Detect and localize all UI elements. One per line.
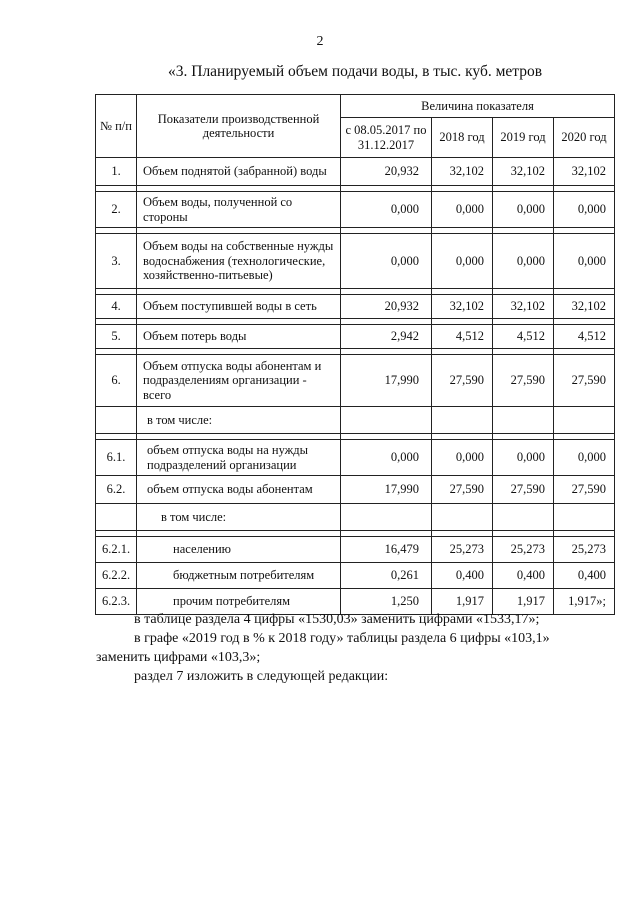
row-label: объем отпуска воды абонентам — [137, 476, 341, 504]
page-number: 2 — [316, 34, 324, 49]
table-row — [96, 192, 615, 228]
row-value: 0,000 — [341, 440, 432, 476]
row-value — [493, 407, 554, 434]
table-row — [96, 476, 615, 504]
row-value — [554, 504, 615, 531]
row-value: 27,590 — [554, 476, 615, 504]
header-num: № п/п — [96, 95, 137, 158]
row-value: 4,512 — [554, 325, 615, 349]
row-num — [96, 407, 137, 434]
row-num: 6.2.3. — [96, 589, 137, 615]
row-value: 0,000 — [554, 192, 615, 228]
paragraph: заменить цифрами «103,3»; — [96, 650, 261, 665]
row-num: 6.2. — [96, 476, 137, 504]
row-value: 32,102 — [432, 295, 493, 319]
row-value: 0,000 — [493, 440, 554, 476]
row-label: в том числе: — [137, 504, 341, 531]
row-value: 4,512 — [493, 325, 554, 349]
paragraph: раздел 7 изложить в следующей редакции: — [134, 669, 389, 684]
header-group: Величина показателя — [341, 95, 615, 118]
row-value: 27,590 — [432, 476, 493, 504]
row-value: 0,000 — [493, 234, 554, 289]
row-num: 6.2.1. — [96, 537, 137, 563]
row-value: 1,917»; — [554, 589, 615, 615]
row-label: Объем потерь воды — [137, 325, 341, 349]
row-label: бюджетным потребителям — [137, 563, 341, 589]
row-value: 27,590 — [432, 355, 493, 407]
header-indicator: Показатели производственной деятельности — [137, 95, 341, 158]
paragraph: в графе «2019 год в % к 2018 году» таблицы раздела 6 цифры «103,1» — [134, 631, 550, 646]
row-value: 1,917 — [493, 589, 554, 615]
row-value: 0,000 — [341, 234, 432, 289]
row-value: 0,000 — [493, 192, 554, 228]
row-value: 17,990 — [341, 355, 432, 407]
section-title: «3. Планируемый объем подачи воды, в тыс. куб. метров — [168, 63, 543, 80]
row-value — [432, 504, 493, 531]
row-label: Объем поступившей воды в сеть — [137, 295, 341, 319]
table-row — [96, 563, 615, 589]
header-period: 2020 год — [554, 118, 615, 158]
row-value: 25,273 — [493, 537, 554, 563]
row-label: в том числе: — [137, 407, 341, 434]
row-value: 0,000 — [554, 234, 615, 289]
row-num: 2. — [96, 192, 137, 228]
row-value: 32,102 — [554, 158, 615, 186]
row-value: 25,273 — [554, 537, 615, 563]
header-period: 2019 год — [493, 118, 554, 158]
row-value: 25,273 — [432, 537, 493, 563]
row-value: 0,400 — [432, 563, 493, 589]
row-value: 0,261 — [341, 563, 432, 589]
row-label: Объем отпуска воды абонентам и подразделениям организации - всего — [137, 355, 341, 407]
amendment-text — [96, 610, 616, 686]
header-period: с 08.05.2017 по 31.12.2017 — [341, 118, 432, 158]
row-value: 16,479 — [341, 537, 432, 563]
row-value: 0,000 — [554, 440, 615, 476]
row-num — [96, 504, 137, 531]
row-value: 0,000 — [432, 234, 493, 289]
row-value: 32,102 — [554, 295, 615, 319]
table-row — [96, 158, 615, 186]
row-num: 6. — [96, 355, 137, 407]
paragraph: в таблице раздела 4 цифры «1530,03» заменить цифрами «1533,17»; — [134, 612, 540, 627]
row-label: прочим потребителям — [137, 589, 341, 615]
row-num: 6.2.2. — [96, 563, 137, 589]
row-value: 20,932 — [341, 158, 432, 186]
row-value: 17,990 — [341, 476, 432, 504]
table-row — [96, 325, 615, 349]
row-value: 4,512 — [432, 325, 493, 349]
row-num: 4. — [96, 295, 137, 319]
row-value: 32,102 — [432, 158, 493, 186]
row-value: 27,590 — [493, 476, 554, 504]
row-value: 0,000 — [432, 192, 493, 228]
row-label: Объем воды, полученной со стороны — [137, 192, 341, 228]
row-label: населению — [137, 537, 341, 563]
header-period: 2018 год — [432, 118, 493, 158]
row-value: 32,102 — [493, 158, 554, 186]
row-value — [341, 407, 432, 434]
table-row — [96, 504, 615, 531]
table-row — [96, 537, 615, 563]
table-row — [96, 355, 615, 407]
row-label: Объем поднятой (забранной) воды — [137, 158, 341, 186]
row-label: Объем воды на собственные нужды водоснабжения (технологические, хозяйственно-питьевые) — [137, 234, 341, 289]
row-value: 2,942 — [341, 325, 432, 349]
table-row — [96, 234, 615, 289]
row-value: 0,400 — [554, 563, 615, 589]
row-value — [493, 504, 554, 531]
row-num: 1. — [96, 158, 137, 186]
row-value — [554, 407, 615, 434]
row-value: 1,917 — [432, 589, 493, 615]
table-row — [96, 295, 615, 319]
row-value: 1,250 — [341, 589, 432, 615]
row-label: объем отпуска воды на нужды подразделений организации — [137, 440, 341, 476]
row-value: 0,000 — [432, 440, 493, 476]
row-value — [432, 407, 493, 434]
table-row — [96, 440, 615, 476]
row-value: 27,590 — [554, 355, 615, 407]
row-num: 5. — [96, 325, 137, 349]
row-value: 0,000 — [341, 192, 432, 228]
row-num: 3. — [96, 234, 137, 289]
row-value: 27,590 — [493, 355, 554, 407]
table-row — [96, 407, 615, 434]
water-supply-table — [95, 94, 615, 615]
row-value: 0,400 — [493, 563, 554, 589]
row-value — [341, 504, 432, 531]
row-num: 6.1. — [96, 440, 137, 476]
row-value: 32,102 — [493, 295, 554, 319]
row-value: 20,932 — [341, 295, 432, 319]
